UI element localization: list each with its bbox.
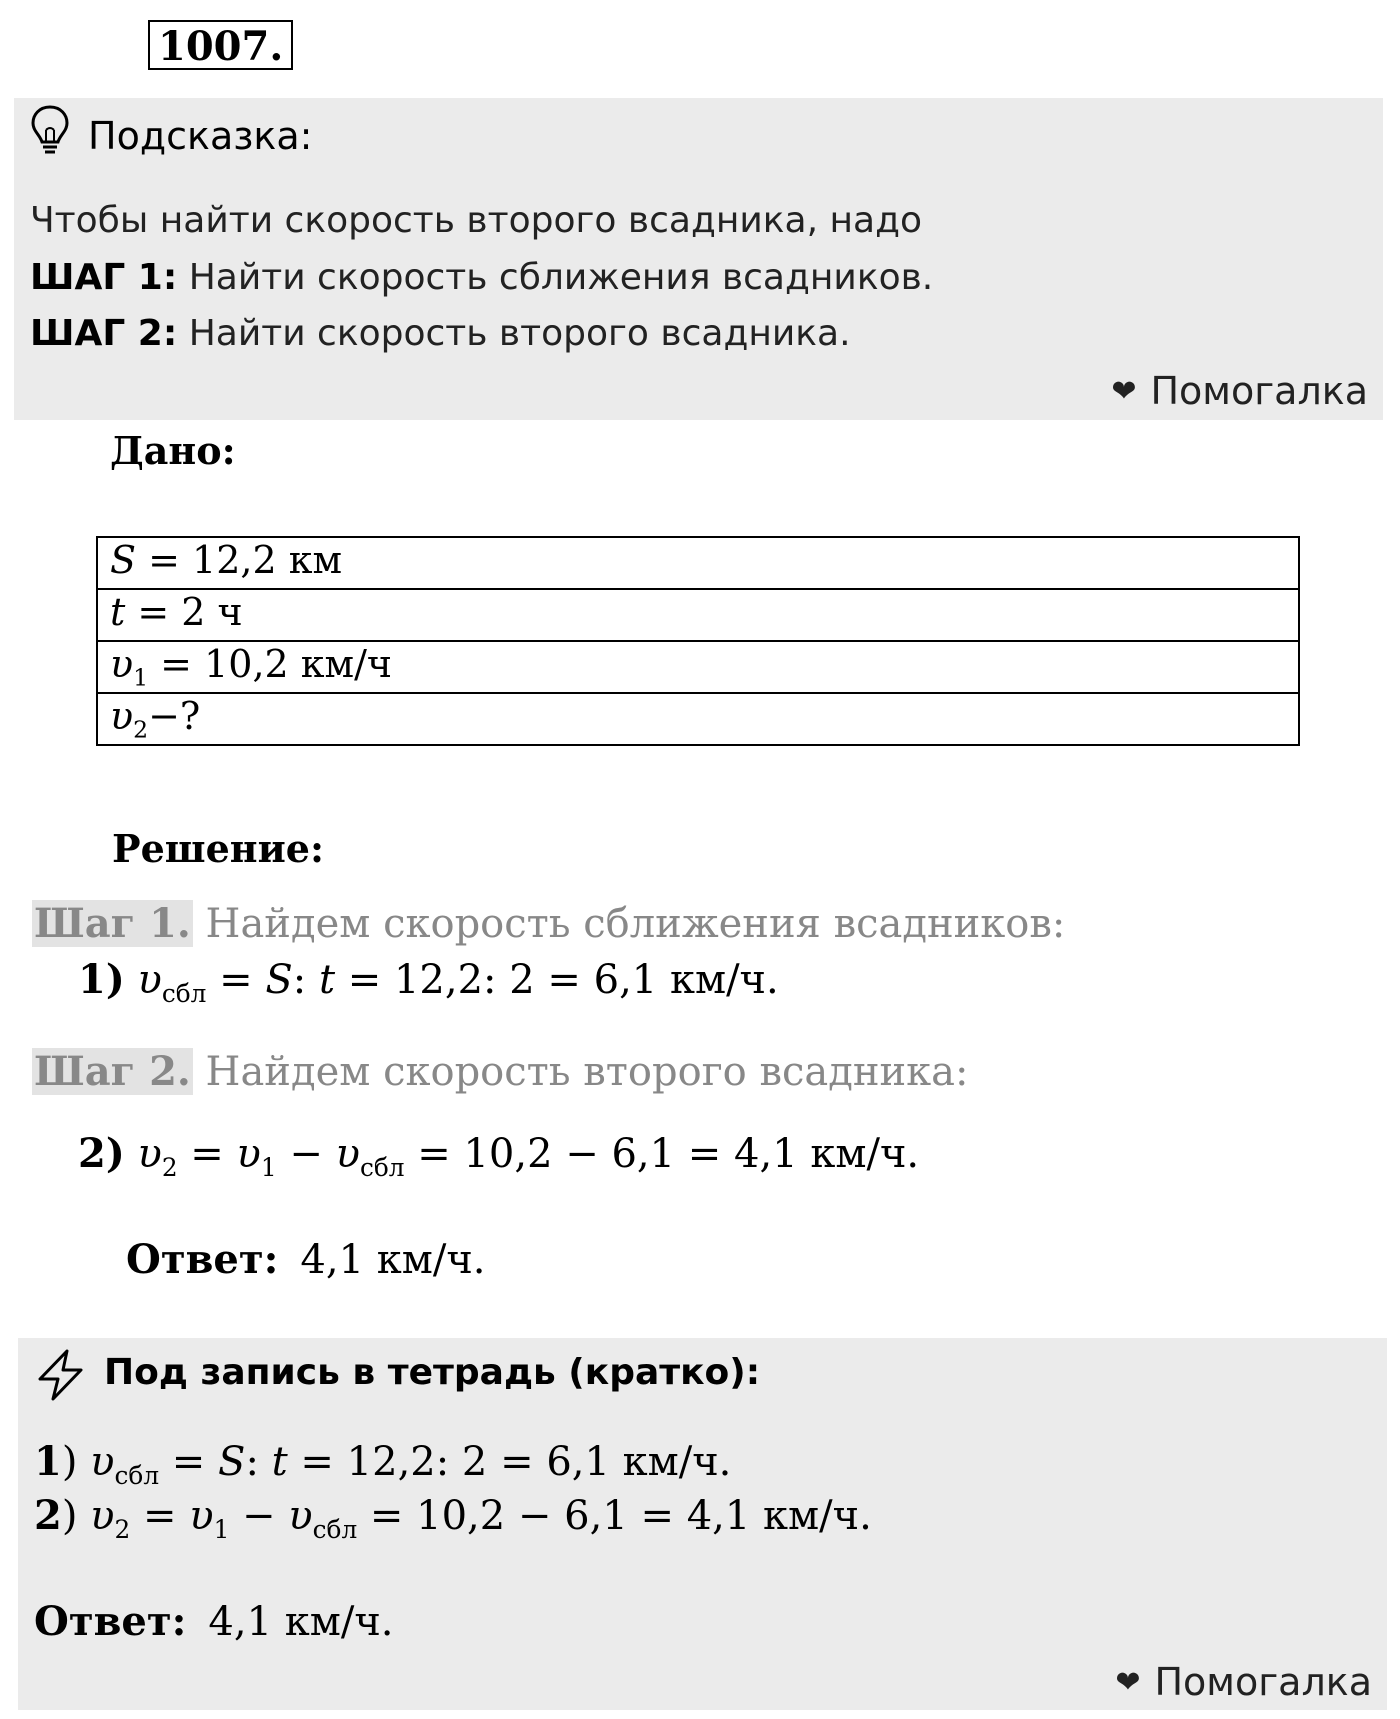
notebook-answer [34, 1598, 394, 1645]
notebook-brand-text: Помогалка [1154, 1660, 1372, 1704]
given-table [96, 536, 1300, 746]
solution-answer [126, 1236, 486, 1283]
given-row: $\upsilon_1 = 10,2$ км/ч [97, 641, 1299, 693]
solution-step-2 [32, 1048, 969, 1095]
answer-value: 4,1 км/ч. [300, 1237, 486, 1283]
hint-step-1 [30, 257, 933, 298]
lightbulb-icon [30, 104, 70, 156]
given-row: $\upsilon_2-$? [97, 693, 1299, 745]
hint-step-2-label: ШАГ 2: [30, 313, 178, 354]
hint-step-1-text: Найти скорость сближения всадников. [177, 257, 934, 298]
given-row: t = 2 ч [97, 589, 1299, 641]
notebook-title: Под запись в тетрадь (кратко): [104, 1352, 761, 1393]
hint-step-1-label: ШАГ 1: [30, 257, 178, 298]
lightning-icon [34, 1348, 88, 1402]
step-2-label: Шаг 2. [34, 1048, 191, 1095]
hint-title: Подсказка: [88, 114, 313, 158]
hint-brand-text: Помогалка [1150, 369, 1368, 413]
given-title: Дано: [110, 428, 236, 473]
solution-step-1 [32, 900, 1065, 947]
step-1-text: Найдем скорость сближения всадников: [192, 901, 1066, 947]
hint-step-2 [30, 313, 851, 354]
problem-number: 1007. [148, 20, 293, 70]
solution-equation-1: 1) $\upsilon_{сбл} = S$: t = 12,2: 2 = 6,1 км/ч. [78, 956, 779, 1008]
hint-brand [1111, 369, 1368, 413]
given-row: S = 12,2 км [97, 537, 1299, 589]
notebook-brand [1115, 1660, 1372, 1704]
heart-icon: ❤ [1111, 374, 1137, 409]
step-2-text: Найдем скорость второго всадника: [192, 1049, 969, 1095]
answer-label: Ответ: [126, 1236, 279, 1283]
heart-icon: ❤ [1115, 1665, 1141, 1700]
hint-step-2-text: Найти скорость второго всадника. [177, 313, 851, 354]
step-1-label: Шаг 1. [34, 900, 191, 947]
notebook-answer-value: 4,1 км/ч. [208, 1599, 394, 1645]
solution-title: Решение: [112, 826, 324, 871]
notebook-equation-1: 1) $\upsilon_{сбл} = S$: t = 12,2: 2 = 6,1 км/ч. [34, 1438, 732, 1490]
hint-intro: Чтобы найти скорость второго всадника, надо [30, 200, 922, 241]
solution-equation-2: 2) $\upsilon_2 = \upsilon_1 - \upsilon_{сбл} = 10,2 - 6,1 = 4,1$ км/ч. [78, 1130, 920, 1182]
notebook-equation-2: 2) $\upsilon_2 = \upsilon_1 - \upsilon_{сбл} = 10,2 - 6,1 = 4,1$ км/ч. [34, 1492, 872, 1544]
notebook-answer-label: Ответ: [34, 1598, 187, 1645]
